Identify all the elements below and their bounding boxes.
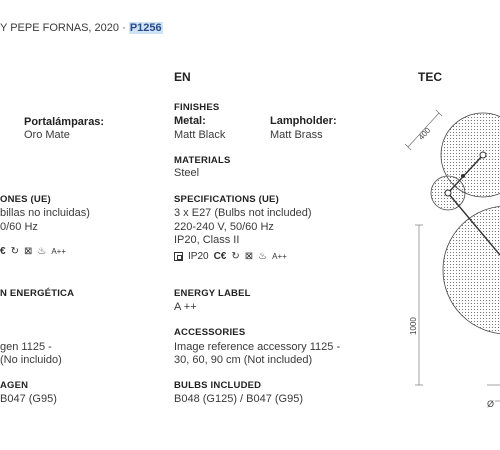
es-cert-icons [0, 246, 66, 257]
en-holder-value: Matt Brass [270, 129, 323, 141]
ip20-label: IP20 [188, 251, 209, 262]
dim-diameter: Ø [487, 399, 495, 409]
recycle-icon: ↻ [10, 246, 19, 257]
en-metal-value: Matt Black [174, 129, 226, 141]
es-holder-label: Portalámparas: [24, 116, 105, 128]
weee-icon: ⊠ [23, 246, 33, 257]
en-bulbs-heading: BULBS INCLUDED [174, 380, 262, 391]
disc-large-bottom [443, 206, 500, 334]
en-accessory-line-1: Image reference accessory 1125 - [174, 341, 341, 353]
en-materials-value: Steel [174, 167, 200, 179]
es-accessory-line-1: gen 1125 - [0, 341, 52, 353]
es-holder-value: Oro Mate [24, 129, 70, 141]
designer-line [0, 22, 163, 35]
energy-a-icon: A++ [272, 252, 287, 261]
en-metal-label: Metal: [174, 115, 206, 127]
en-spec-heading: SPECIFICATIONS (UE) [174, 194, 279, 205]
en-holder-label: Lampholder: [270, 115, 337, 127]
en-spec-line-3: IP20, Class II [174, 234, 240, 246]
dim-400: 400 [416, 125, 433, 142]
lang-heading-en: EN [174, 70, 191, 84]
en-bulbs-value: B048 (G125) / B047 (G95) [174, 393, 304, 405]
en-cert-icons [174, 251, 287, 262]
bulb-icon: ♨ [37, 246, 47, 257]
es-spec-line-2: 0/60 Hz [0, 221, 38, 233]
en-spec-line-1: 3 x E27 (Bulbs not included) [174, 207, 312, 219]
pivot [461, 174, 465, 178]
joint [445, 190, 451, 196]
product-code: P1256 [129, 22, 162, 34]
es-spec-line-1: billas no incluidas) [0, 207, 90, 219]
es-bulbs-heading: AGEN [0, 380, 29, 391]
es-bulbs-value: B047 (G95) [0, 393, 57, 405]
ce-icon: C€ [213, 251, 227, 262]
energy-a-icon: A++ [51, 247, 66, 256]
es-accessory-line-2: (No incluido) [0, 354, 62, 366]
ce-icon: € [0, 246, 6, 257]
bulb-icon: ♨ [258, 251, 268, 262]
designer-text: Y PEPE FORNAS, 2020 · [0, 22, 126, 34]
es-energy-heading: N ENERGÉTICA [0, 288, 75, 299]
bulb-socket-top [480, 152, 486, 158]
weee-icon: ⊠ [244, 251, 254, 262]
dim-1000: 1000 [409, 317, 418, 335]
lang-heading-tec: TEC [418, 70, 442, 84]
technical-drawing [395, 95, 500, 425]
en-spec-line-2: 220-240 V, 50/60 Hz [174, 221, 274, 233]
en-energy-value: A ++ [174, 301, 197, 313]
en-accessory-line-2: 30, 60, 90 cm (Not included) [174, 354, 313, 366]
en-accessories-heading: ACCESSORIES [174, 327, 246, 338]
en-materials-heading: MATERIALS [174, 155, 231, 166]
en-energy-heading: ENERGY LABEL [174, 288, 251, 299]
recycle-icon: ↻ [231, 251, 240, 262]
en-finishes-heading: FINISHES [174, 102, 220, 113]
class-ii-icon [174, 252, 183, 261]
es-spec-heading: ONES (UE) [0, 194, 51, 205]
